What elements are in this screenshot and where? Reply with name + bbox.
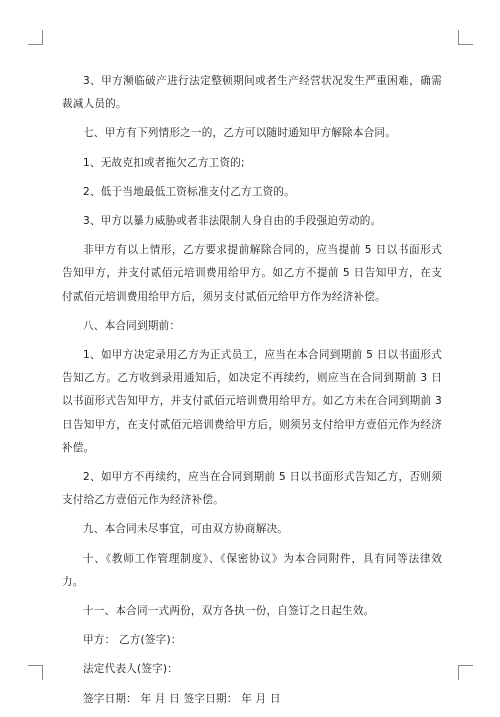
- signature-dates: 签字日期： 年 月 日 签字日期： 年 月 日: [83, 692, 281, 705]
- clause-11: 十一、本合同一式两份，双方各执一份，自签订之日起生效。: [83, 605, 375, 618]
- clause-7-item-3: 3、甲方以暴力威胁或者非法限制人身自由的手段强迫劳动的。: [83, 215, 382, 228]
- clause-7-item-1: 1、无故克扣或者拖欠乙方工资的;: [83, 156, 245, 169]
- clause-8-heading: 八、本合同到期前：: [83, 319, 181, 332]
- clause-8-item-1: 1、如甲方决定录用乙方为正式员工，应当在本合同到期前 5 日以书面形式告知乙方。乙方收到录用通知后，如决定不再续约，则应当在合同到期前 3 日以书面形式告知甲方，并支付贰佰元培训费用给甲方。如乙方未在合同到期前 3 日告知甲方，在支付贰佰元培训费给甲方后，则须另支付给甲方壹佰元作为经济补偿。: [62, 349, 442, 454]
- clause-9: 九、本合同未尽事宜，可由双方协商解决。: [83, 523, 289, 536]
- signature-legal-representative: 法定代表人(签字)：: [83, 663, 179, 676]
- crop-mark-bottom-right: [458, 665, 473, 680]
- clause-8-item-2: 2、如甲方不再续约，应当在合同到期前 5 日以书面形式告知乙方，否则须支付给乙方壹佰元作为经济补偿。: [62, 471, 442, 507]
- clause-7-heading: 七、甲方有下列情形之一的，乙方可以随时通知甲方解除本合同。: [83, 127, 397, 140]
- document-body: [62, 70, 442, 717]
- clause-7-item-2: 2、低于当地最低工资标准支付乙方工资的。: [83, 185, 296, 198]
- clause-10: 十、《教师工作管理制度》、《保密协议》为本合同附件，具有同等法律效力。: [62, 552, 442, 588]
- signature-parties: 甲方： 乙方(签字)：: [83, 634, 182, 647]
- clause-3-bankruptcy: 3、甲方濒临破产进行法定整顿期间或者生产经营状况发生严重困难，确需裁减人员的。: [62, 75, 442, 111]
- early-termination-paragraph: 非甲方有以上情形，乙方要求提前解除合同的，应当提前 5 日以书面形式告知甲方，并支付贰佰元培训费用给甲方。如乙方不提前 5 日告知甲方，在支付贰佰元培训费用给甲方后，须另支付贰佰元给甲方作为经济补偿。: [62, 244, 442, 303]
- crop-mark-top-left: [28, 30, 43, 45]
- crop-mark-bottom-left: [28, 665, 43, 680]
- crop-mark-top-right: [458, 30, 473, 45]
